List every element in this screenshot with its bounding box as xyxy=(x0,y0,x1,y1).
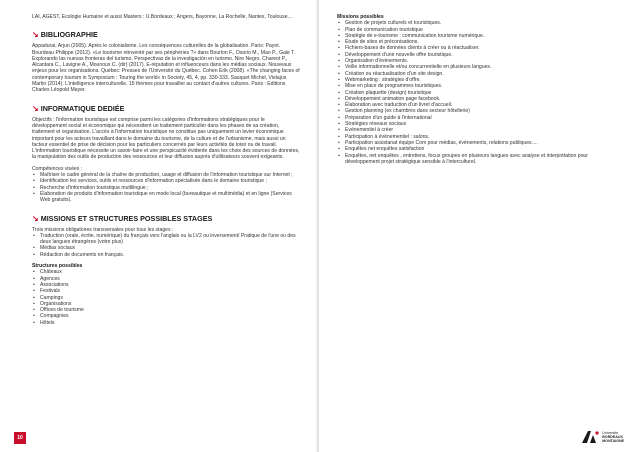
university-logo-icon xyxy=(581,430,599,444)
skills-label: Compétences visées : xyxy=(32,165,83,172)
list-item: ▪ Préparation d'un guide à l'international xyxy=(337,115,607,121)
list-item: ▪ Enquêtes net enquêtes satisfaction xyxy=(337,146,607,152)
university-logo-text xyxy=(602,431,624,444)
structures-label: Structures possibles xyxy=(32,263,83,270)
list-item: ▪ Développement d'une nouvelle offre touristique. xyxy=(337,52,607,58)
page-number: 10 xyxy=(14,432,26,444)
missions-list xyxy=(32,233,300,258)
list-item: ▪ Châteaux xyxy=(32,269,300,275)
list-item: ▪ Élaboration de produits d'information touristique en mode local (bureautique et multimédia) et en ligne (Services Web gratuits). xyxy=(32,191,300,204)
bibliography-heading-label: BIBLIOGRAPHIE xyxy=(40,30,98,40)
missions-intro: Trois missions obligatoires transversales pour tous les stages : xyxy=(32,226,174,233)
bibliography-heading xyxy=(32,30,300,39)
list-item: ▪ Médias sociaux xyxy=(32,245,300,251)
arrow-icon: ↘ xyxy=(32,30,39,40)
bibliography-text: Appadurai, Arjun (2005). Après le colonialisme. Les conséquences culturelles de la globalisation. Paris: Payot. Bourdeau Philippe (2012). «Le tourisme réinventé par ses périphéries ?» dans Bourlon F., Osorio M., Mao P., Gale T. Explorando las nuevas fronteras del turismo. Perspectivas de la investigación en turismo. Nire Negro. Chareot P., Alcantara C., Lavigne A., Mounoux C. (dir) (2017). E-réputation et influenceurs dans les médias sociaux. Nouveaux enjeux pour les organisations. Québec: Presses de l'Université du Québec. Cohen Erik (2008). «The changing faces of contemporary tourism in Symposium : Touring the world» in Society, 45, 4, pp. 330-333. Sauquet Michel, Vielajus Martin (2014). L'intelligence interculturelle. 15 thèmes pour travailler au contact d'autres cultures. Paris : Editions Charles Léopold Mayer. xyxy=(32,43,300,94)
list-item: ▪ Webmarketing : stratégies d'offre. xyxy=(337,77,607,83)
arrow-icon: ↘ xyxy=(32,213,39,223)
list-item: ▪ Rédaction de documents en français. xyxy=(32,252,300,258)
left-column xyxy=(32,14,300,326)
list-item: ▪ Plan de communication touristique xyxy=(337,27,607,33)
list-item: ▪ Développement animation page facebook. xyxy=(337,96,607,102)
list-item: ▪ Identification les services, outils et ressources d'information spécialisée dans le domaine touristique ; xyxy=(32,178,300,184)
list-item: ▪ Evènementiel à créer xyxy=(337,127,607,133)
right-page xyxy=(319,0,638,452)
list-item: ▪ Création plaquette (design) touristique xyxy=(337,90,607,96)
list-item: ▪ Festivals xyxy=(32,288,300,294)
list-item: ▪ Organisations xyxy=(32,301,300,307)
list-item: ▪ Participation à évènementiel : salons. xyxy=(337,134,607,140)
list-item: ▪ Étude de sites et préconisations. xyxy=(337,39,607,45)
list-item: ▪ Gestion planning (ex chambres dans secteur hôtellerie) xyxy=(337,108,607,114)
missions-heading-label: MISSIONS ET STRUCTURES POSSIBLES STAGES xyxy=(40,213,213,223)
list-item: ▪ Stratégie de e-tourisme : communication tourisme numérique. xyxy=(337,33,607,39)
list-item: ▪ Gestion de projets culturels et touristiques. xyxy=(337,20,607,26)
logo-line-3: MONTAIGNE xyxy=(602,439,624,444)
list-item: ▪ Mise en place de programmes touristiques. xyxy=(337,83,607,89)
list-item: ▪ Compagnies xyxy=(32,313,300,319)
missions-possibles-list xyxy=(337,20,607,165)
list-item: ▪ Campings xyxy=(32,295,300,301)
info-heading-label: INFORMATIQUE DEDIÉE xyxy=(40,103,125,113)
list-item: ▪ Participation assistanat équipe Com pour médias, évènements, relations publiques…. xyxy=(337,140,607,146)
list-item: ▪ Offices de tourisme xyxy=(32,307,300,313)
skills-list xyxy=(32,172,300,203)
list-item: ▪ Création ou réactualisation d'un site design. xyxy=(337,71,607,77)
missions-possibles-heading: Missions possibles xyxy=(337,14,384,20)
right-column xyxy=(337,14,607,165)
university-logo xyxy=(581,430,624,444)
structures-list xyxy=(32,269,300,326)
list-item: ▪ Organisation d'évènements. xyxy=(337,58,607,64)
list-item: ▪ Veille informationnelle et/ou concurrentielle en plusieurs langues. xyxy=(337,64,607,70)
list-item: ▪ Traduction (orale, écrite, numérique) du français vers l'anglais ou la LV2 ou inversement/ Pratique de l'une ou des deux langues étrangères (votre plus) xyxy=(32,233,300,246)
list-item: ▪ Élaboration avec traduction d'un livret d'accueil. xyxy=(337,102,607,108)
missions-heading xyxy=(32,214,300,223)
info-text: Objectifs : l'information touristique est comprise parmi les catégories d'informations stratégiques pour le développement social et économique qui nécessitent un traitement particulier dans les phases de sa création, traitement et organisation. L'accès à l'information touristique ne constitue pas uniquement un levier économique important pour les acteurs travaillant dans le domaine du tourisme, de la culture et de l'urbanisme, mais aussi un facteur essentiel de prise de décision pour les particuliers concernés par leurs activités de loisir ou de travail. L'information touristique nécessite un savoir-faire et une perspicacité évidente dans les choix des sources de données, la manipulation des outils de production des ressources et leur diffusion auprès d'utilisateurs souvent exigeants. xyxy=(32,116,300,161)
list-item: ▪ Hôtels xyxy=(32,320,300,326)
intro-text: LAI, AGEST, Ecologie Humaine et aussi Masters : U.Bordeaux ; Angers, Bayonne, La Rochelle, Nantes, Toulouse… xyxy=(32,14,293,20)
list-item: ▪ Associations xyxy=(32,282,300,288)
list-item: ▪ Recherche d'information touristique multilingue ; xyxy=(32,185,300,191)
list-item: ▪ Maîtriser le cadre général de la chaîne de production, usage et diffusion de l'information touristique sur Internet ; xyxy=(32,172,300,178)
logo-line-1: Université xyxy=(602,430,619,435)
list-item: ▪ Agences xyxy=(32,276,300,282)
info-heading xyxy=(32,104,300,113)
logo-line-2: BORDEAUX xyxy=(602,434,623,439)
list-item: ▪ Stratégies réseaux sociaux xyxy=(337,121,607,127)
arrow-icon: ↘ xyxy=(32,103,39,113)
list-item: ▪ Enquêtes, net enquêtes , entretiens, focus groupes en plusieurs langues avec analyse et interprétation pour développement projet stratégique sensible à l'interculturel. xyxy=(337,153,607,166)
list-item: ▪ Fichiers-bases de données clients à créer ou à réactualiser. xyxy=(337,45,607,51)
